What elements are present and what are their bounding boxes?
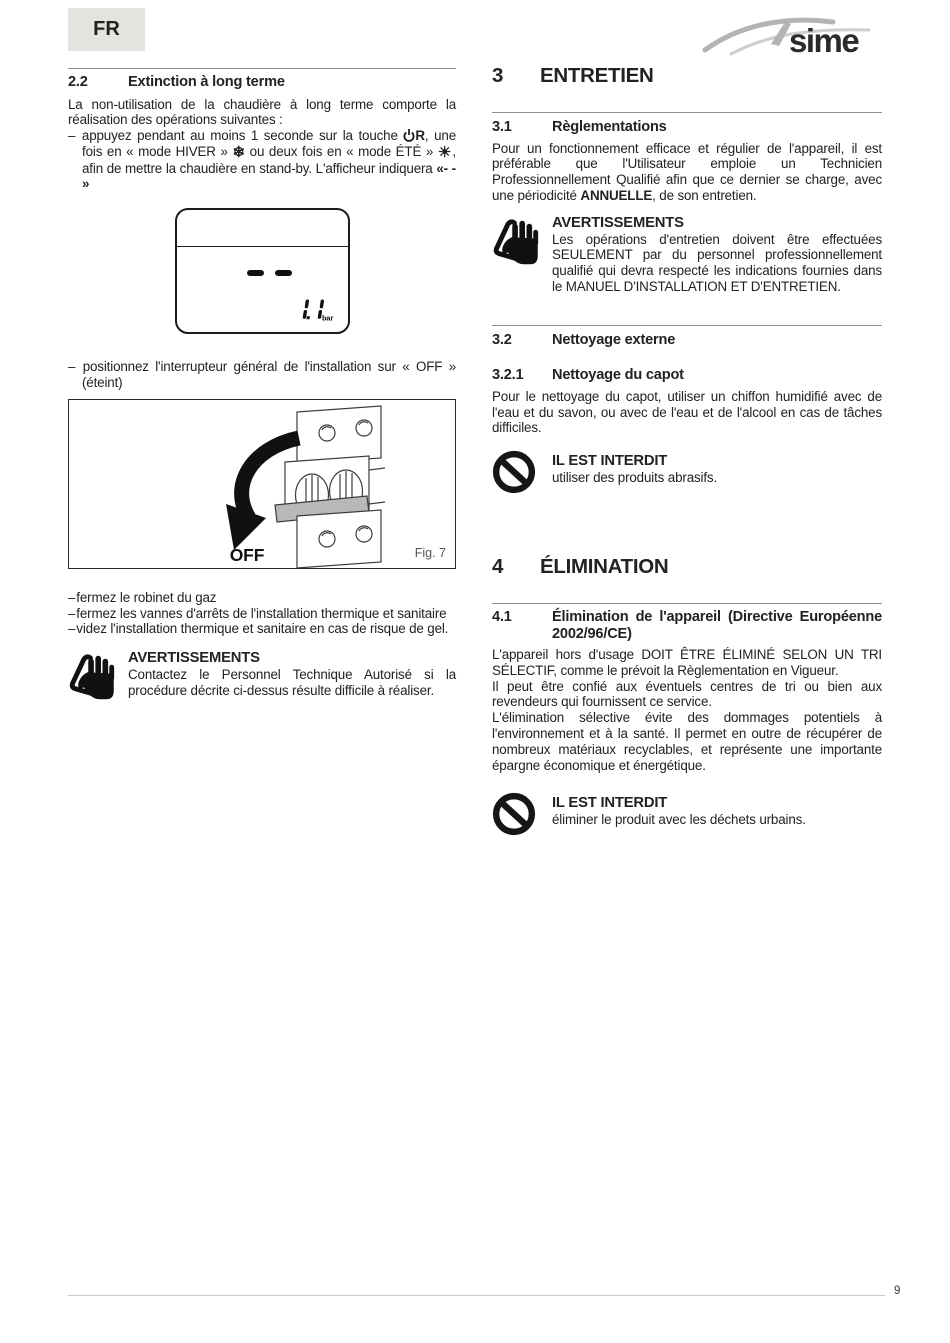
- language-badge: [68, 8, 145, 51]
- warning-body: Les opérations d'entretien doivent être effectuées SEULEMENT par du personnel professionnellement qualifié qui devra respecté les indications fournies dans le MANUEL D'INSTALLATION ET D'ENTRETIEN.: [552, 231, 882, 295]
- summer-mode-icon: ☀: [437, 143, 453, 161]
- forbidden-title: IL EST INTERDIT: [552, 795, 668, 812]
- reset-key-label: R: [415, 128, 425, 144]
- heading-4: [492, 555, 882, 579]
- section-rule: [68, 68, 456, 69]
- bullet-dash: –: [68, 605, 76, 621]
- forbidden-icon: [492, 450, 536, 494]
- section-number: 2.2: [68, 74, 88, 90]
- breaker-switch-drawing: [69, 400, 455, 568]
- section-rule: [492, 603, 882, 604]
- paragraph-4-1-a: L'appareil hors d'usage DOIT ÊTRE ÉLIMINÉ SELON UN TRI SÉLECTIF, comme le prévoit la Règlementation en Vigueur.: [492, 647, 882, 678]
- bullet-press-button: – appuyez pendant au moins 1 seconde sur la touche R, une fois en « mode HIVER » ❄ ou deux fois en « mode ÉTÉ » ☀, afin de mettre la chaudière en stand-by. L'afficheur indiquera «- - »: [68, 128, 456, 192]
- footer-rule: [68, 1295, 885, 1296]
- sime-logo-graphic: [701, 10, 886, 62]
- forbidden-body: utiliser des produits abrasifs.: [552, 470, 718, 486]
- winter-mode-icon: ❄: [232, 143, 246, 161]
- section-title: Nettoyage du capot: [552, 367, 684, 384]
- display-divider: [177, 246, 348, 247]
- svg-text:sime: sime: [789, 22, 859, 59]
- heading-3-2-1: [492, 367, 882, 384]
- warning-title: AVERTISSEMENTS: [552, 214, 684, 231]
- left-column: [68, 68, 456, 704]
- forbidden-body: éliminer le produit avec les déchets urbains.: [552, 812, 806, 828]
- section-number: 3.2: [492, 331, 512, 348]
- svg-text:bar: bar: [321, 313, 333, 323]
- bullet-text: fermez les vannes d'arrêts de l'installation thermique et sanitaire: [76, 605, 447, 621]
- display-dash: [275, 270, 292, 276]
- section-number: 4: [492, 555, 504, 579]
- pressure-readout: [294, 298, 340, 324]
- heading-3-2: [492, 332, 882, 349]
- section-rule: [492, 325, 882, 326]
- forbidden-title: IL EST INTERDIT: [552, 453, 668, 470]
- section-rule: [492, 112, 882, 113]
- bullet-main-switch: – positionnez l'interrupteur général de l'installation sur « OFF » (éteint): [68, 359, 456, 391]
- warning-block-left: [68, 650, 456, 704]
- bullet-dash: –: [68, 359, 76, 375]
- paragraph-3-2-1: Pour le nettoyage du capot, utiliser un chiffon humidifié avec de l'eau et du savon, ou avec de l'eau et de l'alcool en cas de tâches difficiles.: [492, 388, 882, 436]
- right-column: [492, 64, 882, 840]
- bullet-dash: –: [68, 621, 76, 637]
- bullet-dash: –: [68, 589, 76, 605]
- warning-body: Contactez le Personnel Technique Autorisé si la procédure décrite ci-dessus résulte difficile à réaliser.: [128, 667, 456, 699]
- figure-caption: Fig. 7: [414, 546, 446, 561]
- paragraph-4-1-c: L'élimination sélective évite des dommages potentiels à l'environnement et à la santé. Il permet en outre de récupérer de nombreux matériaux recyclables, et représente une importante épargne économique et énergétique.: [492, 710, 882, 773]
- section-number: 4.1: [492, 609, 512, 626]
- heading-3: [492, 64, 882, 88]
- bullet-dash: –: [68, 128, 76, 144]
- display-dash: [247, 270, 264, 276]
- svg-text:OFF: OFF: [229, 544, 265, 565]
- boiler-display-figure: [175, 208, 350, 334]
- bullet-text: fermez le robinet du gaz: [76, 589, 217, 605]
- section-number: 3: [492, 64, 504, 87]
- warning-hand-icon: [68, 652, 116, 700]
- sime-logo: [701, 10, 886, 62]
- section-title: ENTRETIEN: [540, 64, 654, 87]
- section-title: ÉLIMINATION: [540, 555, 669, 579]
- display-dashes-symbol: «- - »: [82, 160, 456, 192]
- heading-4-1: [492, 609, 882, 642]
- forbidden-block-2: [492, 790, 882, 840]
- power-icon: [403, 128, 415, 142]
- section-title: Nettoyage externe: [552, 331, 676, 348]
- page-number: 9: [894, 1285, 901, 1297]
- bullet-text: videz l'installation thermique et sanitaire en cas de risque de gel.: [76, 621, 449, 637]
- forbidden-icon: [492, 792, 536, 836]
- warning-block-right: [492, 215, 882, 295]
- warning-title: AVERTISSEMENTS: [128, 650, 260, 667]
- figure-7-breaker: [68, 399, 456, 569]
- section-title: Règlementations: [552, 119, 667, 135]
- section-title: Élimination de l'appareil (Directive Européenne 2002/96/CE): [552, 609, 882, 642]
- section-number: 3.1: [492, 119, 512, 135]
- paragraph-2-2-intro: La non-utilisation de la chaudière à long terme comporte la réalisation des opérations suivantes :: [68, 96, 456, 128]
- warning-hand-icon: [492, 217, 540, 265]
- forbidden-block-1: [492, 448, 882, 498]
- language-label: FR: [93, 17, 120, 40]
- section-title: Extinction à long terme: [128, 74, 285, 90]
- paragraph-3-1: Pour un fonctionnement efficace et régulier de l'appareil, il est préférable que l'Utilisateur emploie un Technicien Professionnellement Qualifié afin que ce dernier se charge, avec une périodicité ANNUELLE, de son entretien.: [492, 140, 882, 203]
- section-number: 3.2.1: [492, 367, 524, 384]
- shutdown-bullet-list: [68, 590, 456, 637]
- paragraph-4-1-b: Il peut être confié aux éventuels centres de tri ou bien aux revendeurs qui fournissent ce service.: [492, 678, 882, 710]
- heading-2-2: [68, 74, 456, 91]
- heading-3-1: [492, 119, 882, 136]
